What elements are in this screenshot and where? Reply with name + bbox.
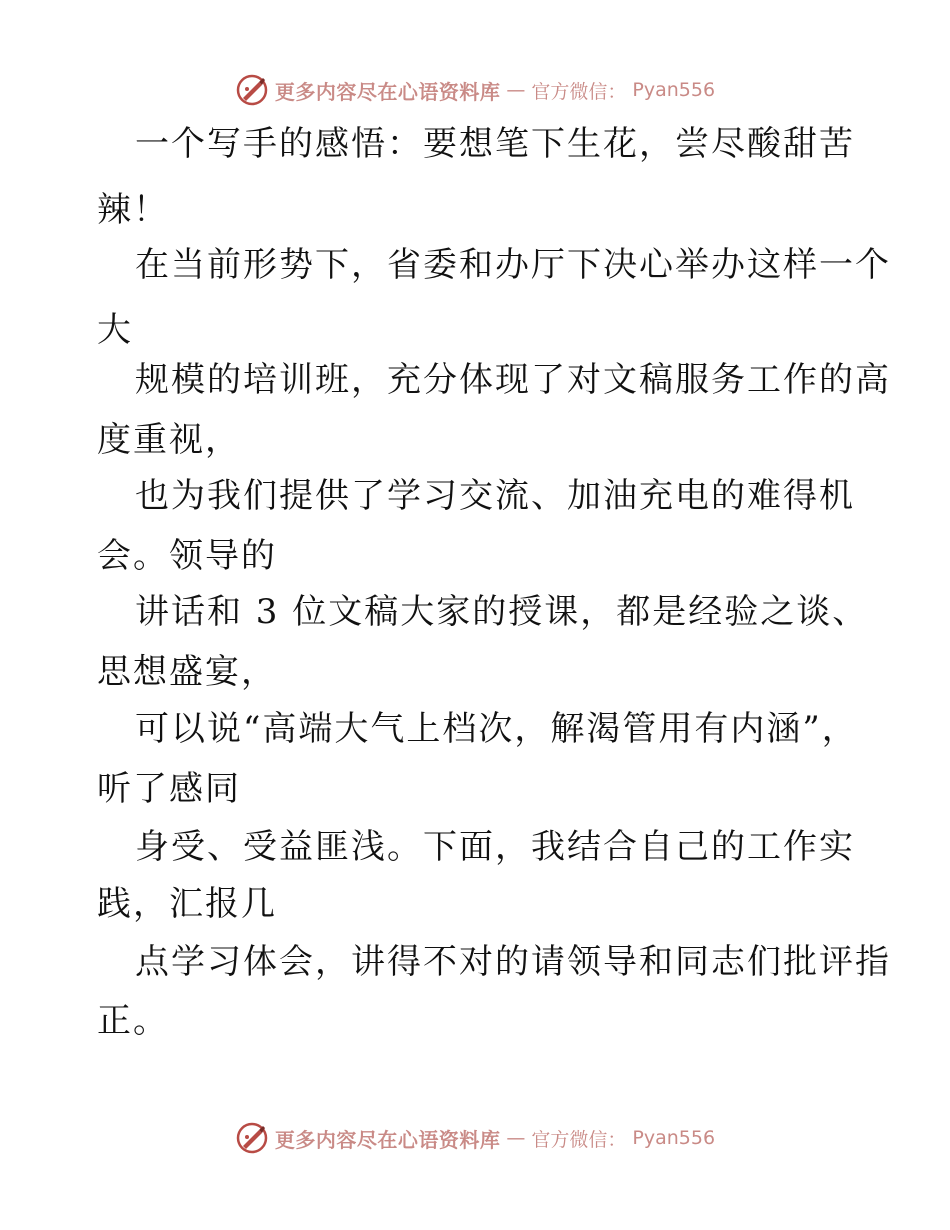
- header-watermark: [0, 70, 950, 110]
- body-line: 规模的培训班，充分体现了对文稿服务工作的高: [135, 360, 891, 400]
- body-line: 践，汇报几: [97, 884, 277, 924]
- body-line: 讲话和 3 位文稿大家的授课，都是经验之谈、: [135, 592, 869, 632]
- body-line: 听了感同: [97, 769, 241, 809]
- quill-seal-icon: [235, 1121, 269, 1155]
- body-line: 一个写手的感悟：要想笔下生花，尝尽酸甜苦: [135, 124, 855, 164]
- footer-separator: —: [506, 1127, 526, 1149]
- header-wechat-id: Pyan556: [632, 79, 716, 101]
- header-separator: —: [506, 79, 526, 101]
- header-brand-text: 更多内容尽在心语资料库: [274, 79, 501, 104]
- body-line: 思想盛宴，: [97, 652, 277, 692]
- body-line: 在当前形势下，省委和办厅下决心举办这样一个: [135, 245, 891, 285]
- body-line: 度重视，: [97, 420, 241, 460]
- footer-brand-text: 更多内容尽在心语资料库: [274, 1127, 501, 1152]
- footer-watermark: [0, 1118, 950, 1158]
- quill-seal-icon: [235, 73, 269, 107]
- header-wechat-label: 官方微信：: [531, 80, 627, 103]
- body-line: 点学习体会，讲得不对的请领导和同志们批评指: [135, 942, 891, 982]
- body-line: 也为我们提供了学习交流、加油充电的难得机: [135, 476, 855, 516]
- body-line: 大: [97, 310, 133, 350]
- body-line: 可以说“高端大气上档次，解渴管用有内涵”，: [135, 709, 858, 749]
- footer-wechat-id: Pyan556: [632, 1127, 716, 1149]
- body-line: 正。: [97, 1001, 169, 1041]
- body-line: 会。领导的: [97, 536, 277, 576]
- footer-wechat-label: 官方微信：: [531, 1128, 627, 1151]
- body-line: 辣！: [97, 190, 169, 230]
- body-line: 身受、受益匪浅。下面，我结合自己的工作实: [135, 827, 855, 867]
